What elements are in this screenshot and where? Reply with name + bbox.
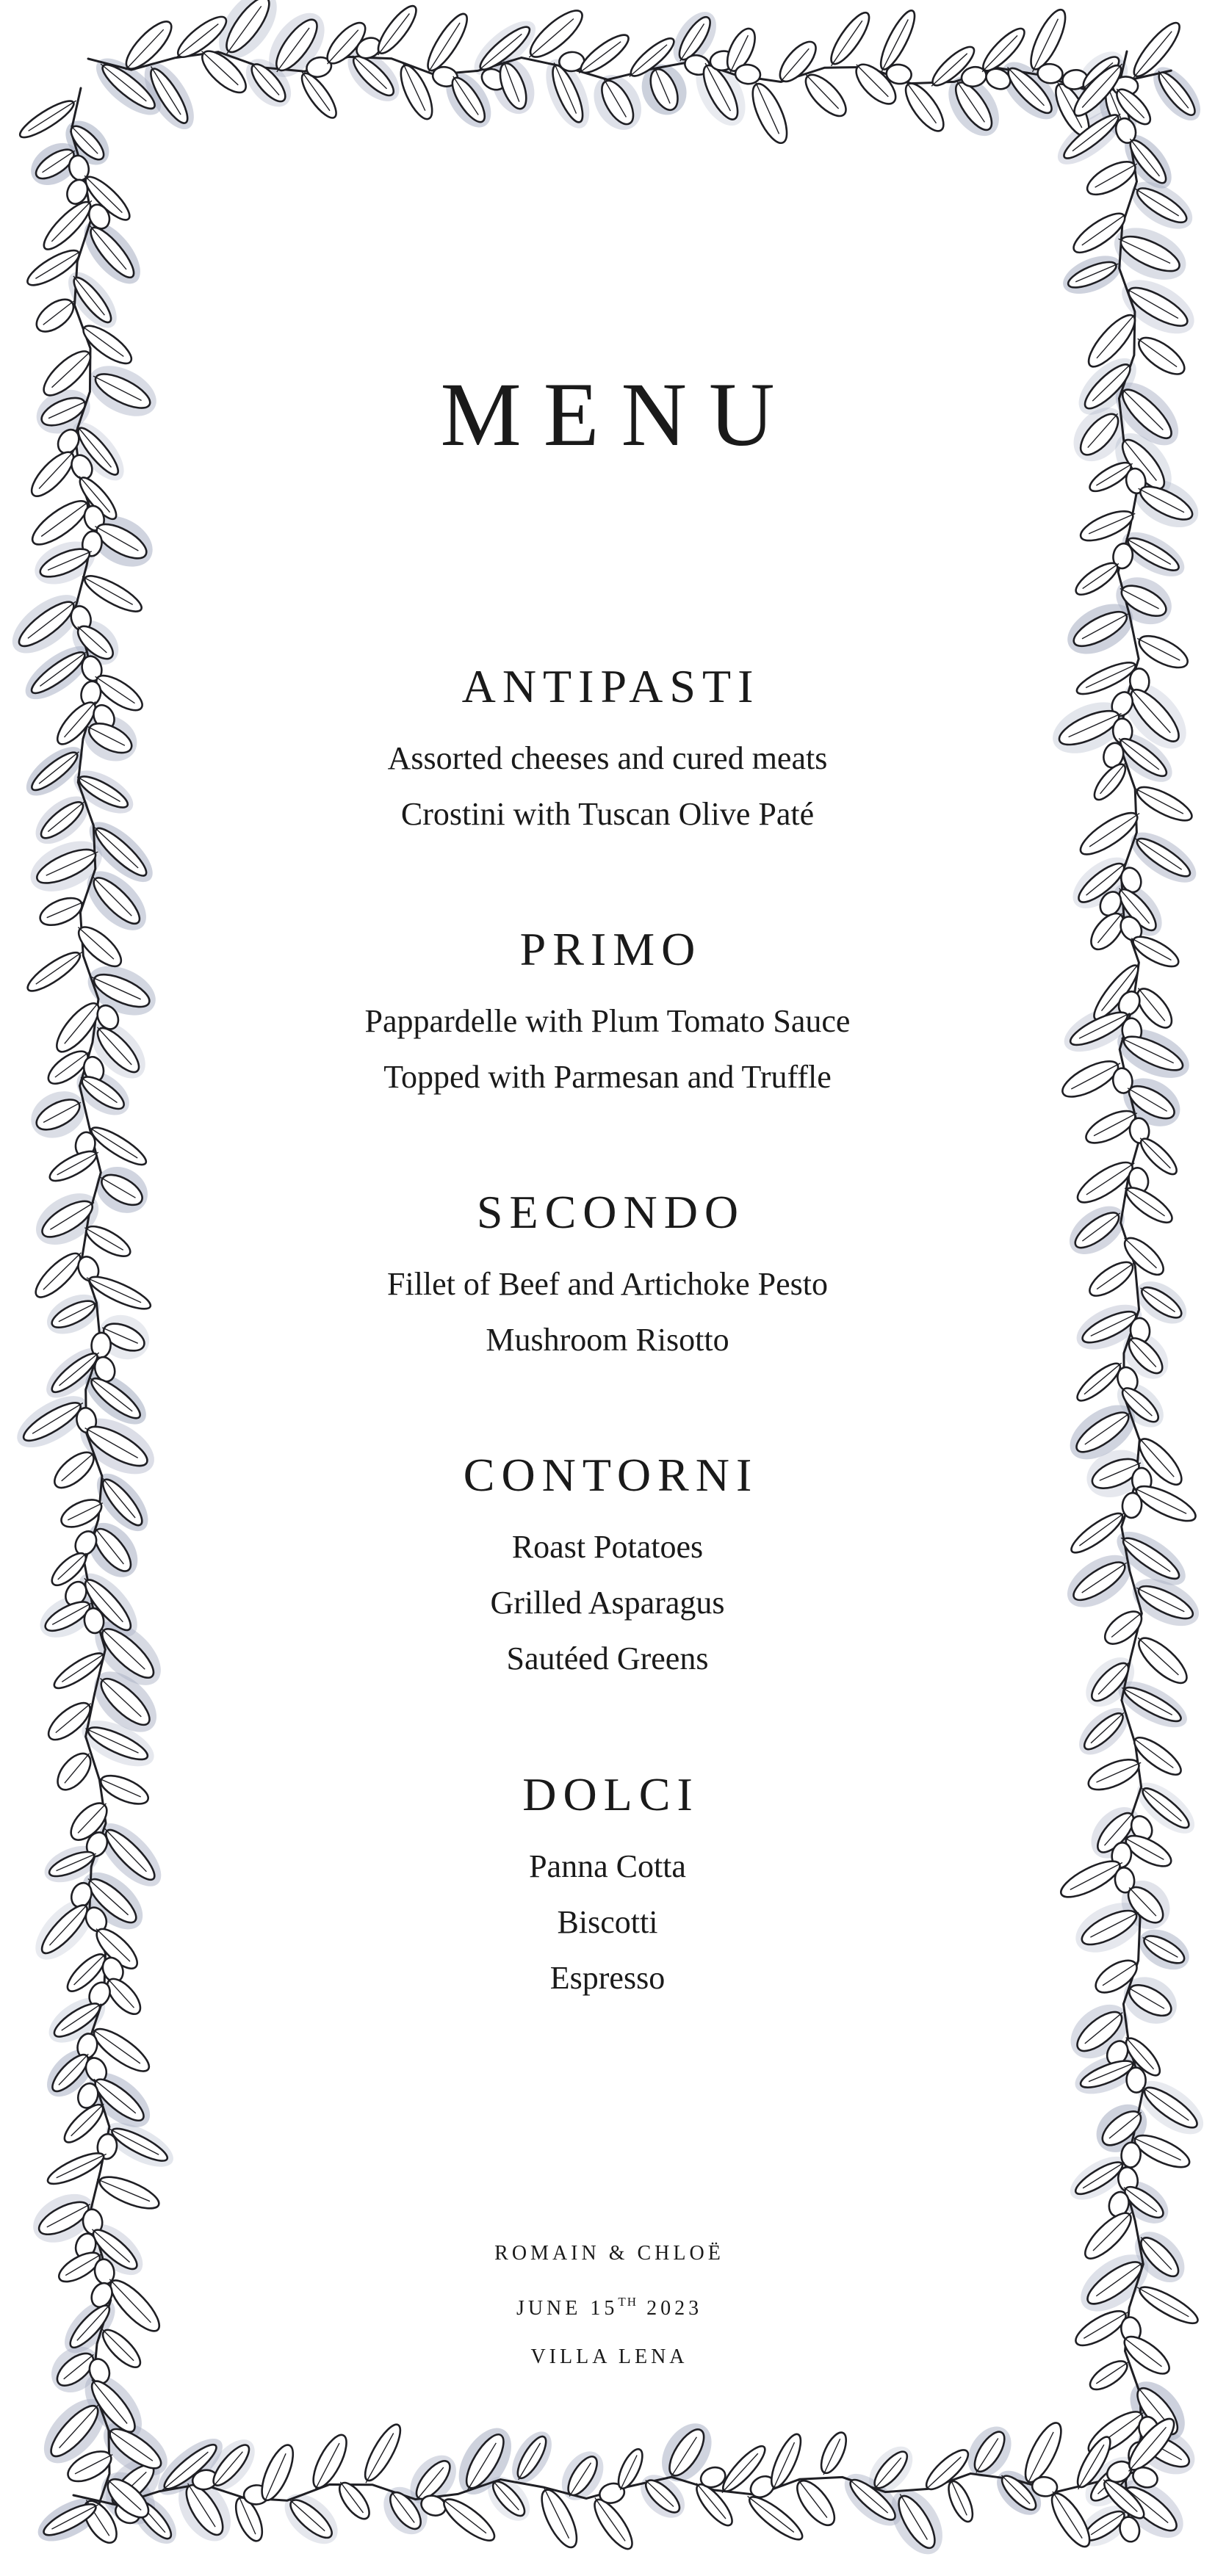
menu-item: Roast Potatoes	[511, 1529, 704, 1565]
menu-section-antipasti	[0, 657, 1215, 842]
menu-item: Espresso	[549, 1960, 666, 1996]
menu-item: Biscotti	[557, 1904, 658, 1940]
page-title: MENU	[440, 364, 797, 465]
menu-item: Panna Cotta	[529, 1848, 686, 1884]
menu-item: Grilled Asparagus	[490, 1585, 725, 1621]
menu-item: Sautéed Greens	[506, 1640, 709, 1676]
menu-section-contorni	[0, 1446, 1215, 1687]
section-heading: SECONDO	[476, 1186, 746, 1238]
venue-name: VILLA LENA	[530, 2345, 688, 2368]
menu-section-secondo	[0, 1183, 1215, 1368]
section-heading: PRIMO	[519, 923, 702, 975]
menu-item: Pappardelle with Plum Tomato Sauce	[364, 1003, 851, 1039]
date-year: 2023	[646, 2297, 703, 2320]
section-heading: DOLCI	[522, 1768, 699, 1820]
menu-item: Topped with Parmesan and Truffle	[383, 1059, 832, 1095]
section-heading: ANTIPASTI	[461, 660, 760, 712]
menu-item: Mushroom Risotto	[486, 1322, 729, 1358]
menu-item: Fillet of Beef and Artichoke Pesto	[387, 1266, 828, 1302]
menu-item: Assorted cheeses and cured meats	[387, 740, 828, 776]
date-day: JUNE 15	[516, 2297, 619, 2320]
event-date	[0, 2278, 1215, 2333]
event-details	[0, 2229, 1215, 2381]
couple-names: ROMAIN & CHLOË	[494, 2242, 724, 2265]
menu-item: Crostini with Tuscan Olive Paté	[400, 796, 815, 832]
menu-section-dolci	[0, 1765, 1215, 2006]
section-heading: CONTORNI	[463, 1449, 759, 1501]
menu-section-primo	[0, 920, 1215, 1105]
date-ordinal-suffix: TH	[618, 2295, 638, 2309]
